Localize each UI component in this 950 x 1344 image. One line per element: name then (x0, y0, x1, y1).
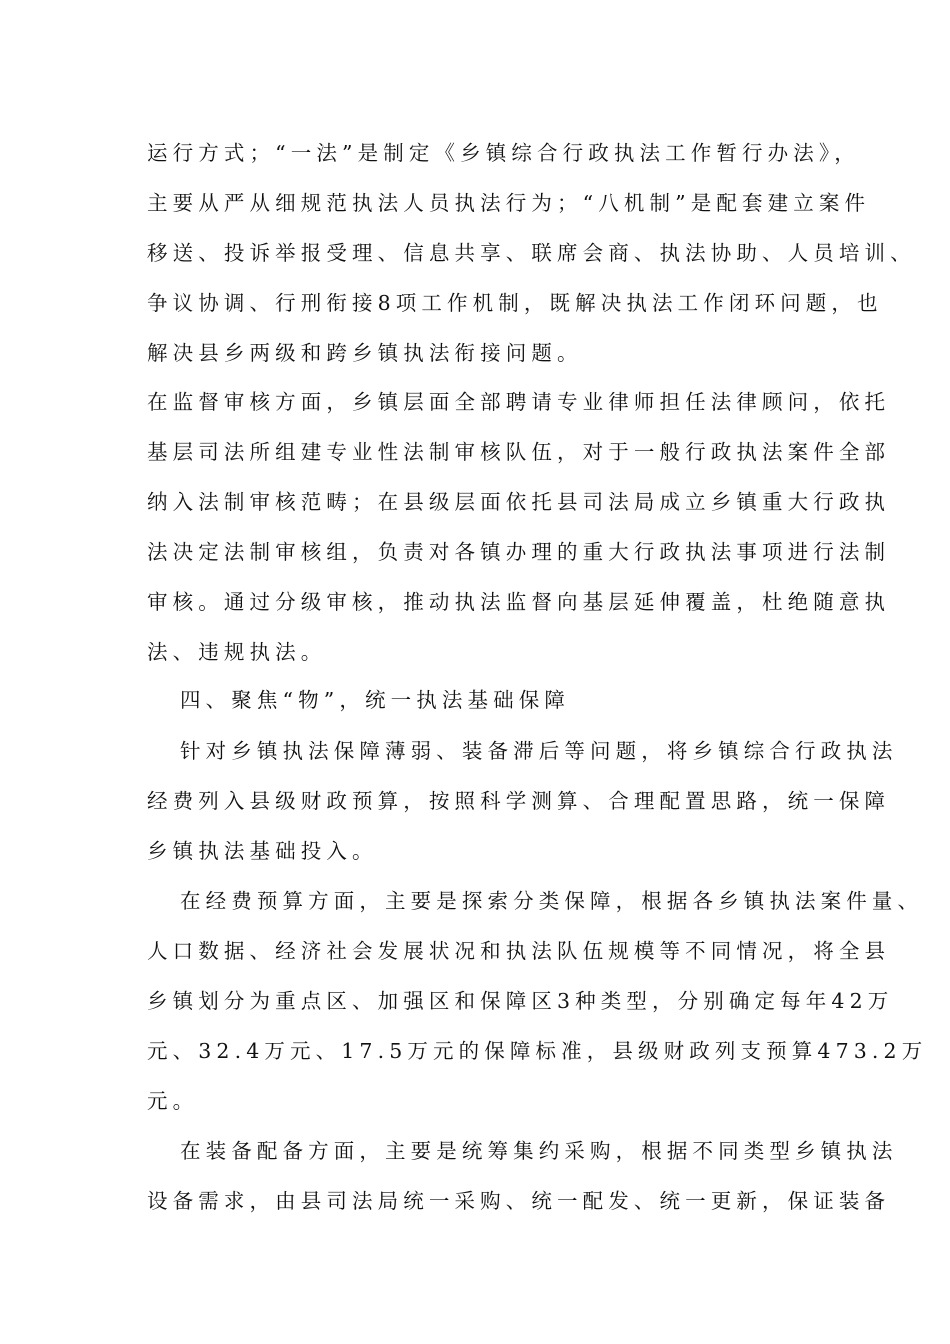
text-line-17: 人口数据、经济社会发展状况和执法队伍规模等不同情况，将全县 (147, 939, 891, 963)
text-line-9: 法决定法制审核组，负责对各镇办理的重大行政执法事项进行法制 (147, 540, 891, 564)
text-line-14: 经费列入县级财政预算，按照科学测算、合理配置思路，统一保障 (147, 789, 891, 813)
text-line-6: 在监督审核方面，乡镇层面全部聘请专业律师担任法律顾问，依托 (147, 390, 891, 414)
text-line-5: 解决县乡两级和跨乡镇执法衔接问题。 (147, 341, 583, 365)
text-line-21: 在装备配备方面，主要是统筹集约采购，根据不同类型乡镇执法 (180, 1139, 898, 1163)
section-heading: 四、聚焦“物”，统一执法基础保障 (180, 688, 570, 712)
text-line-18: 乡镇划分为重点区、加强区和保障区3种类型，分别确定每年42万 (147, 989, 894, 1013)
text-line-16: 在经费预算方面，主要是探索分类保障，根据各乡镇执法案件量、 (180, 889, 924, 913)
text-line-2: 主要从严从细规范执法人员执法行为；“八机制”是配套建立案件 (147, 191, 871, 215)
text-line-1: 运行方式；“一法”是制定《乡镇综合行政执法工作暂行办法》， (147, 141, 860, 165)
text-line-19: 元、32.4万元、17.5万元的保障标准，县级财政列支预算473.2万 (147, 1039, 928, 1063)
text-line-11: 法、违规执法。 (147, 640, 327, 664)
text-line-13: 针对乡镇执法保障薄弱、装备滞后等问题，将乡镇综合行政执法 (180, 739, 898, 763)
text-line-20: 元。 (147, 1089, 199, 1113)
text-line-4: 争议协调、行刑衔接8项工作机制，既解决执法工作闭环问题，也 (147, 291, 883, 315)
text-line-22: 设备需求，由县司法局统一采购、统一配发、统一更新，保证装备 (147, 1189, 891, 1213)
text-line-8: 纳入法制审核范畴；在县级层面依托县司法局成立乡镇重大行政执 (147, 490, 891, 514)
text-line-15: 乡镇执法基础投入。 (147, 839, 378, 863)
text-line-3: 移送、投诉举报受理、信息共享、联席会商、执法协助、人员培训、 (147, 241, 916, 265)
text-line-7: 基层司法所组建专业性法制审核队伍，对于一般行政执法案件全部 (147, 440, 891, 464)
text-line-10: 审核。通过分级审核，推动执法监督向基层延伸覆盖，杜绝随意执 (147, 590, 891, 614)
